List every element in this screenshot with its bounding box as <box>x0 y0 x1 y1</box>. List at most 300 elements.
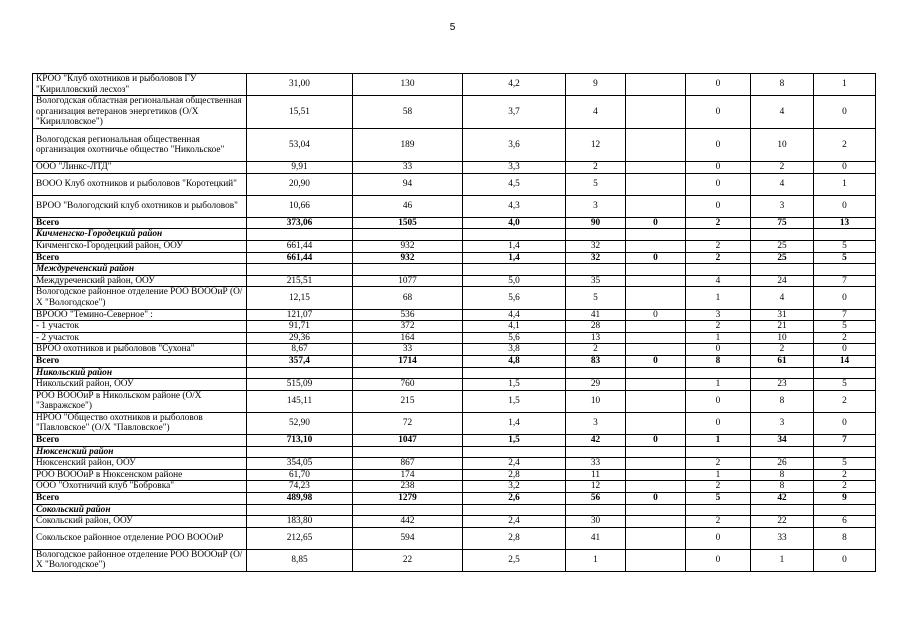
count-cell: 130 <box>353 74 463 96</box>
count-cell: 33 <box>353 344 463 356</box>
col8-cell: 0 <box>814 287 876 309</box>
count-cell: 932 <box>353 240 463 252</box>
area-cell: 12,15 <box>247 287 353 309</box>
col8-cell <box>814 446 876 458</box>
table-row <box>33 379 876 391</box>
count-cell: 1714 <box>353 355 463 367</box>
area-cell: 515,09 <box>247 379 353 391</box>
density-cell: 5,6 <box>463 287 566 309</box>
quota-cell: 29 <box>566 379 626 391</box>
count-cell: 94 <box>353 173 463 195</box>
organization-name: ООО "Линкс-ЛТД" <box>33 162 247 174</box>
organization-name: Кичменгско-Городецкий район, ООУ <box>33 240 247 252</box>
district-name: Кичменгско-Городецкий район <box>33 229 247 241</box>
count-cell: 72 <box>353 412 463 434</box>
quota-cell: 35 <box>566 275 626 287</box>
col8-cell <box>814 504 876 516</box>
col6-cell: 0 <box>686 74 751 96</box>
density-cell <box>463 229 566 241</box>
col8-cell: 0 <box>814 195 876 217</box>
count-cell: 189 <box>353 129 463 162</box>
count-cell: 760 <box>353 379 463 391</box>
col6-cell: 0 <box>686 390 751 412</box>
extra-cell <box>626 332 686 344</box>
col8-cell: 5 <box>814 458 876 470</box>
table-row <box>33 195 876 217</box>
col6-cell: 1 <box>686 435 751 447</box>
col7-cell: 22 <box>751 516 814 528</box>
extra-cell <box>626 527 686 549</box>
col6-cell: 1 <box>686 379 751 391</box>
district-name: Сокольский район <box>33 504 247 516</box>
density-cell: 5,0 <box>463 275 566 287</box>
quota-cell: 32 <box>566 240 626 252</box>
organization-name: Никольский район, ООУ <box>33 379 247 391</box>
table-row <box>33 332 876 344</box>
density-cell: 1,4 <box>463 412 566 434</box>
organization-name: Нюксенский район, ООУ <box>33 458 247 470</box>
count-cell: 1077 <box>353 275 463 287</box>
count-cell: 46 <box>353 195 463 217</box>
col8-cell: 0 <box>814 344 876 356</box>
col6-cell: 1 <box>686 469 751 481</box>
col8-cell: 6 <box>814 516 876 528</box>
organization-name: ВООО Клуб охотников и рыболовов "Коротецкий" <box>33 173 247 195</box>
col6-cell <box>686 504 751 516</box>
quota-cell: 12 <box>566 129 626 162</box>
organization-name: Сокольское районное отделение РОО ВОООиР <box>33 527 247 549</box>
area-cell: 489,98 <box>247 493 353 505</box>
table-body <box>33 74 876 572</box>
col6-cell: 3 <box>686 309 751 321</box>
col8-cell: 2 <box>814 390 876 412</box>
organization-name: ООО "Охотничий клуб "Бобровка" <box>33 481 247 493</box>
extra-cell <box>626 549 686 571</box>
table-row <box>33 173 876 195</box>
extra-cell <box>626 240 686 252</box>
col6-cell <box>686 367 751 379</box>
area-cell: 61,70 <box>247 469 353 481</box>
density-cell: 2,4 <box>463 516 566 528</box>
total-row <box>33 252 876 264</box>
extra-cell <box>626 412 686 434</box>
count-cell: 33 <box>353 162 463 174</box>
density-cell <box>463 367 566 379</box>
col6-cell: 0 <box>686 412 751 434</box>
col6-cell: 5 <box>686 493 751 505</box>
extra-cell <box>626 344 686 356</box>
quota-cell: 1 <box>566 549 626 571</box>
quota-cell: 83 <box>566 355 626 367</box>
col8-cell: 2 <box>814 469 876 481</box>
col8-cell <box>814 264 876 276</box>
col7-cell: 4 <box>751 96 814 129</box>
col7-cell: 3 <box>751 412 814 434</box>
area-cell: 9,91 <box>247 162 353 174</box>
area-cell: 145,11 <box>247 390 353 412</box>
col7-cell: 4 <box>751 287 814 309</box>
total-row <box>33 493 876 505</box>
col8-cell: 1 <box>814 173 876 195</box>
count-cell: 238 <box>353 481 463 493</box>
extra-cell: 0 <box>626 309 686 321</box>
col7-cell <box>751 229 814 241</box>
table-row <box>33 527 876 549</box>
organization-name: Всего <box>33 435 247 447</box>
extra-cell <box>626 287 686 309</box>
district-name: Междуреченский район <box>33 264 247 276</box>
extra-cell <box>626 516 686 528</box>
area-cell: 29,36 <box>247 332 353 344</box>
area-cell: 354,05 <box>247 458 353 470</box>
col6-cell: 0 <box>686 527 751 549</box>
extra-cell <box>626 469 686 481</box>
count-cell: 1505 <box>353 217 463 229</box>
count-cell: 867 <box>353 458 463 470</box>
col7-cell: 1 <box>751 549 814 571</box>
col8-cell: 2 <box>814 481 876 493</box>
count-cell: 932 <box>353 252 463 264</box>
count-cell <box>353 367 463 379</box>
area-cell: 373,06 <box>247 217 353 229</box>
organization-name: РОО ВОООиР в Нюксенском районе <box>33 469 247 481</box>
extra-cell: 0 <box>626 252 686 264</box>
density-cell: 3,8 <box>463 344 566 356</box>
col7-cell: 61 <box>751 355 814 367</box>
col7-cell: 8 <box>751 481 814 493</box>
density-cell: 4,0 <box>463 217 566 229</box>
count-cell <box>353 229 463 241</box>
area-cell: 8,67 <box>247 344 353 356</box>
density-cell: 3,6 <box>463 129 566 162</box>
extra-cell: 0 <box>626 355 686 367</box>
extra-cell <box>626 74 686 96</box>
col8-cell: 5 <box>814 379 876 391</box>
col6-cell: 1 <box>686 332 751 344</box>
quota-cell: 10 <box>566 390 626 412</box>
section-header-row <box>33 446 876 458</box>
col7-cell: 25 <box>751 252 814 264</box>
total-row <box>33 217 876 229</box>
col8-cell: 7 <box>814 435 876 447</box>
extra-cell <box>626 379 686 391</box>
extra-cell <box>626 504 686 516</box>
density-cell <box>463 504 566 516</box>
area-cell: 91,71 <box>247 321 353 333</box>
density-cell: 4,8 <box>463 355 566 367</box>
extra-cell <box>626 275 686 287</box>
organization-name: ВРОО "Вологодский клуб охотников и рыболовов" <box>33 195 247 217</box>
area-cell <box>247 264 353 276</box>
density-cell: 1,4 <box>463 240 566 252</box>
extra-cell <box>626 390 686 412</box>
density-cell <box>463 446 566 458</box>
col6-cell: 8 <box>686 355 751 367</box>
density-cell: 2,4 <box>463 458 566 470</box>
col8-cell: 7 <box>814 309 876 321</box>
quota-cell: 9 <box>566 74 626 96</box>
extra-cell: 0 <box>626 493 686 505</box>
extra-cell: 0 <box>626 217 686 229</box>
count-cell: 442 <box>353 516 463 528</box>
density-cell: 2,8 <box>463 527 566 549</box>
col7-cell: 10 <box>751 129 814 162</box>
count-cell: 372 <box>353 321 463 333</box>
density-cell: 4,4 <box>463 309 566 321</box>
col8-cell: 5 <box>814 240 876 252</box>
section-header-row <box>33 504 876 516</box>
extra-cell: 0 <box>626 435 686 447</box>
col6-cell: 0 <box>686 549 751 571</box>
table-row <box>33 412 876 434</box>
col6-cell: 0 <box>686 96 751 129</box>
organization-name: Вологодская региональная общественная организация охотничье общество "Никольское" <box>33 129 247 162</box>
quota-cell: 32 <box>566 252 626 264</box>
area-cell <box>247 367 353 379</box>
col8-cell: 7 <box>814 275 876 287</box>
area-cell: 121,07 <box>247 309 353 321</box>
col8-cell: 0 <box>814 162 876 174</box>
district-name: Никольский район <box>33 367 247 379</box>
total-row <box>33 435 876 447</box>
extra-cell <box>626 173 686 195</box>
organization-name: Всего <box>33 217 247 229</box>
quota-cell: 11 <box>566 469 626 481</box>
page-number: 5 <box>449 22 456 33</box>
col6-cell: 0 <box>686 344 751 356</box>
quota-cell: 2 <box>566 344 626 356</box>
quota-cell: 28 <box>566 321 626 333</box>
quota-cell: 42 <box>566 435 626 447</box>
table-row <box>33 240 876 252</box>
table-row <box>33 390 876 412</box>
quota-cell: 4 <box>566 96 626 129</box>
col7-cell <box>751 504 814 516</box>
organization-name: Вологодское районное отделение РОО ВОООиР (О/Х "Вологодское") <box>33 287 247 309</box>
col6-cell: 0 <box>686 129 751 162</box>
quota-cell: 5 <box>566 173 626 195</box>
count-cell <box>353 264 463 276</box>
quota-cell: 56 <box>566 493 626 505</box>
organization-name: Всего <box>33 493 247 505</box>
col8-cell: 5 <box>814 252 876 264</box>
extra-cell <box>626 481 686 493</box>
count-cell: 1279 <box>353 493 463 505</box>
quota-cell: 12 <box>566 481 626 493</box>
col7-cell: 24 <box>751 275 814 287</box>
extra-cell <box>626 446 686 458</box>
area-cell: 183,80 <box>247 516 353 528</box>
quota-cell: 13 <box>566 332 626 344</box>
col6-cell: 2 <box>686 217 751 229</box>
col6-cell: 0 <box>686 173 751 195</box>
col8-cell <box>814 229 876 241</box>
area-cell: 31,00 <box>247 74 353 96</box>
section-header-row <box>33 367 876 379</box>
hunting-grounds-table <box>32 73 876 572</box>
table-row <box>33 275 876 287</box>
area-cell: 53,04 <box>247 129 353 162</box>
table-row <box>33 344 876 356</box>
area-cell <box>247 229 353 241</box>
quota-cell <box>566 367 626 379</box>
extra-cell <box>626 367 686 379</box>
col7-cell: 34 <box>751 435 814 447</box>
extra-cell <box>626 264 686 276</box>
count-cell: 215 <box>353 390 463 412</box>
organization-name: РОО ВОООиР в Никольском районе (О/Х "Завражское") <box>33 390 247 412</box>
col8-cell: 13 <box>814 217 876 229</box>
col6-cell: 2 <box>686 458 751 470</box>
col6-cell: 4 <box>686 275 751 287</box>
col6-cell: 2 <box>686 516 751 528</box>
organization-name: Междуреченский район, ООУ <box>33 275 247 287</box>
col6-cell: 0 <box>686 195 751 217</box>
area-cell <box>247 446 353 458</box>
area-cell: 357,4 <box>247 355 353 367</box>
extra-cell <box>626 195 686 217</box>
area-cell: 74,23 <box>247 481 353 493</box>
area-cell: 713,10 <box>247 435 353 447</box>
col8-cell <box>814 367 876 379</box>
density-cell: 2,8 <box>463 469 566 481</box>
density-cell: 4,3 <box>463 195 566 217</box>
count-cell: 164 <box>353 332 463 344</box>
count-cell <box>353 446 463 458</box>
quota-cell <box>566 264 626 276</box>
col7-cell <box>751 367 814 379</box>
col8-cell: 8 <box>814 527 876 549</box>
table-row <box>33 162 876 174</box>
extra-cell <box>626 229 686 241</box>
col7-cell: 25 <box>751 240 814 252</box>
col8-cell: 9 <box>814 493 876 505</box>
quota-cell: 5 <box>566 287 626 309</box>
area-cell: 15,51 <box>247 96 353 129</box>
district-name: Нюксенский район <box>33 446 247 458</box>
area-cell: 20,90 <box>247 173 353 195</box>
col8-cell: 0 <box>814 549 876 571</box>
col6-cell: 2 <box>686 481 751 493</box>
count-cell <box>353 504 463 516</box>
quota-cell: 2 <box>566 162 626 174</box>
col8-cell: 14 <box>814 355 876 367</box>
organization-name: Всего <box>33 252 247 264</box>
density-cell: 1,5 <box>463 379 566 391</box>
density-cell: 4,2 <box>463 74 566 96</box>
col7-cell: 10 <box>751 332 814 344</box>
organization-name: Сокольский район, ООУ <box>33 516 247 528</box>
density-cell: 4,5 <box>463 173 566 195</box>
density-cell: 4,1 <box>463 321 566 333</box>
count-cell: 22 <box>353 549 463 571</box>
section-header-row <box>33 264 876 276</box>
col6-cell: 2 <box>686 252 751 264</box>
col6-cell: 0 <box>686 162 751 174</box>
col7-cell: 33 <box>751 527 814 549</box>
table-row <box>33 549 876 571</box>
col6-cell: 1 <box>686 287 751 309</box>
col8-cell: 5 <box>814 321 876 333</box>
table-row <box>33 287 876 309</box>
col6-cell: 2 <box>686 321 751 333</box>
col7-cell: 26 <box>751 458 814 470</box>
count-cell: 536 <box>353 309 463 321</box>
area-cell: 661,44 <box>247 240 353 252</box>
density-cell: 3,3 <box>463 162 566 174</box>
organization-name: ВРОО охотников и рыболовов "Сухона" <box>33 344 247 356</box>
col8-cell: 0 <box>814 96 876 129</box>
table-row <box>33 96 876 129</box>
col7-cell: 8 <box>751 74 814 96</box>
organization-name: ВРООО "Темино-Северное" : <box>33 309 247 321</box>
col8-cell: 0 <box>814 412 876 434</box>
extra-cell <box>626 129 686 162</box>
col7-cell: 4 <box>751 173 814 195</box>
quota-cell <box>566 229 626 241</box>
area-cell <box>247 504 353 516</box>
count-cell: 174 <box>353 469 463 481</box>
col8-cell: 1 <box>814 74 876 96</box>
organization-name: Вологодская областная региональная общественная организация ветеранов энергетиков (О/Х "Кирилловское") <box>33 96 247 129</box>
area-cell: 215,51 <box>247 275 353 287</box>
col7-cell: 2 <box>751 162 814 174</box>
total-row <box>33 355 876 367</box>
col7-cell: 8 <box>751 469 814 481</box>
table-row <box>33 458 876 470</box>
quota-cell: 30 <box>566 516 626 528</box>
col6-cell <box>686 229 751 241</box>
col8-cell: 2 <box>814 332 876 344</box>
organization-name: - 2 участок <box>33 332 247 344</box>
extra-cell <box>626 162 686 174</box>
quota-cell <box>566 504 626 516</box>
area-cell: 52,90 <box>247 412 353 434</box>
organization-name: НРОО "Общество охотников и рыболовов "Павловское" (О/Х "Павловское") <box>33 412 247 434</box>
quota-cell: 3 <box>566 412 626 434</box>
table-row <box>33 129 876 162</box>
col7-cell: 3 <box>751 195 814 217</box>
col7-cell: 42 <box>751 493 814 505</box>
organization-name: - 1 участок <box>33 321 247 333</box>
table-row <box>33 469 876 481</box>
col7-cell: 75 <box>751 217 814 229</box>
table-row <box>33 516 876 528</box>
count-cell: 58 <box>353 96 463 129</box>
col6-cell <box>686 264 751 276</box>
quota-cell: 41 <box>566 527 626 549</box>
col7-cell <box>751 446 814 458</box>
quota-cell: 90 <box>566 217 626 229</box>
density-cell: 1,4 <box>463 252 566 264</box>
area-cell: 212,65 <box>247 527 353 549</box>
density-cell: 3,2 <box>463 481 566 493</box>
quota-cell: 33 <box>566 458 626 470</box>
col7-cell: 2 <box>751 344 814 356</box>
col7-cell: 23 <box>751 379 814 391</box>
density-cell: 2,5 <box>463 549 566 571</box>
col7-cell: 8 <box>751 390 814 412</box>
table-row <box>33 321 876 333</box>
quota-cell: 41 <box>566 309 626 321</box>
area-cell: 8,85 <box>247 549 353 571</box>
table-row <box>33 481 876 493</box>
col7-cell: 31 <box>751 309 814 321</box>
table-row <box>33 309 876 321</box>
density-cell: 1,5 <box>463 390 566 412</box>
density-cell: 1,5 <box>463 435 566 447</box>
quota-cell <box>566 446 626 458</box>
